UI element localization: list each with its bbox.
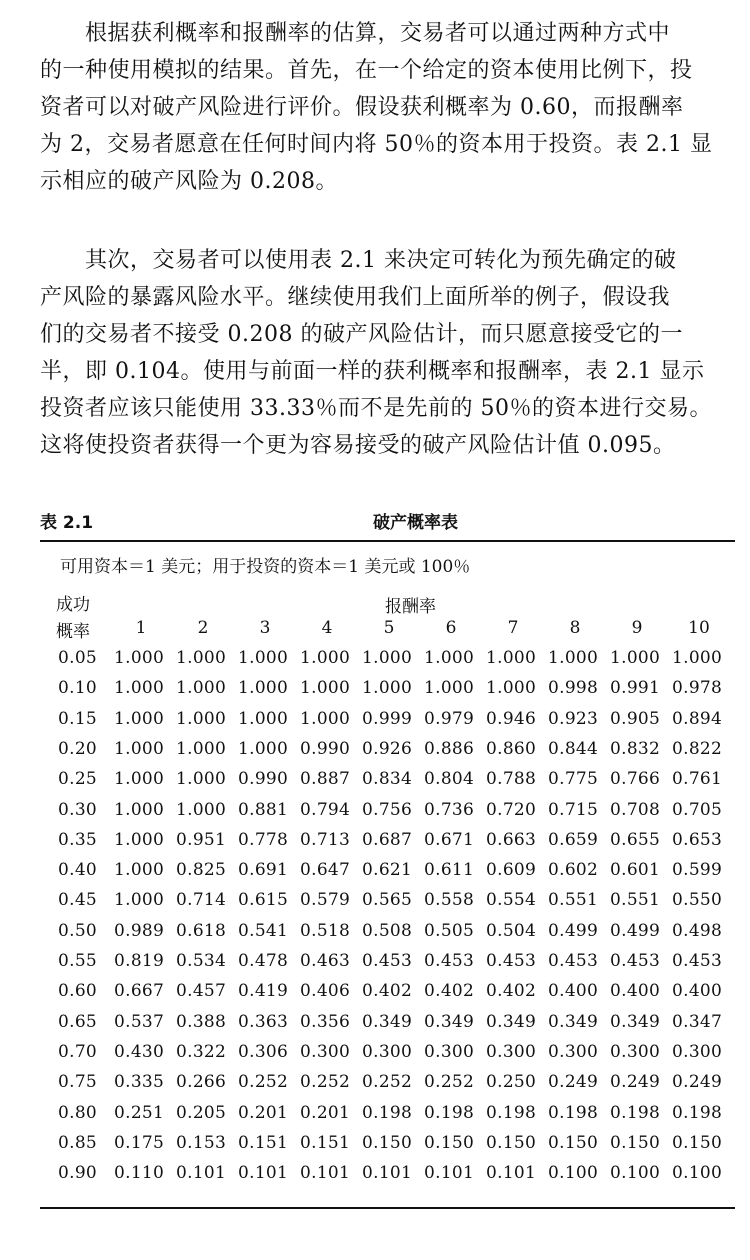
ruin-probability-cell: 1.000 [176, 708, 227, 729]
column-header: 5 [383, 618, 395, 638]
paragraph-line: 产风险的暴露风险水平。继续使用我们上面所举的例子，假设我 [40, 285, 671, 310]
ruin-probability-cell: 0.991 [610, 678, 661, 699]
column-header: 8 [569, 618, 581, 638]
ruin-probability-cell: 0.100 [672, 1163, 723, 1184]
ruin-probability-cell: 0.601 [610, 860, 661, 881]
ruin-probability-cell: 0.579 [300, 890, 351, 911]
ruin-probability-cell: 0.101 [300, 1163, 351, 1184]
ruin-probability-cell: 0.300 [424, 1041, 475, 1062]
paragraph-line: 投资者应该只能使用 33.33％而不是先前的 50％的资本进行交易。 [40, 396, 712, 421]
success-probability-cell: 0.85 [58, 1132, 98, 1153]
table-number: 表 2.1 [40, 513, 94, 533]
ruin-probability-cell: 0.198 [486, 1102, 537, 1123]
ruin-probability-cell: 1.000 [486, 648, 537, 668]
ruin-probability-cell: 0.457 [176, 981, 227, 1002]
success-probability-cell: 0.25 [58, 769, 98, 790]
ruin-probability-cell: 0.205 [176, 1102, 227, 1123]
ruin-probability-cell: 0.518 [300, 920, 351, 941]
ruin-probability-cell: 0.554 [486, 890, 537, 911]
ruin-probability-cell: 0.300 [548, 1041, 599, 1062]
table-caption [40, 508, 720, 538]
table-bottom-rule [40, 1207, 735, 1209]
paragraph-line: 这将使投资者获得一个更为容易接受的破产风险估计值 0.095。 [40, 433, 676, 458]
ruin-probability-cell: 0.349 [362, 1011, 413, 1032]
ruin-probability-cell: 0.201 [238, 1102, 289, 1123]
ruin-probability-cell: 0.999 [362, 708, 413, 729]
success-probability-cell: 0.30 [58, 799, 98, 820]
ruin-probability-cell: 0.201 [300, 1102, 351, 1123]
ruin-probability-cell: 0.478 [238, 951, 289, 971]
ruin-probability-cell: 0.400 [610, 981, 661, 1002]
ruin-probability-cell: 0.825 [176, 860, 227, 881]
paragraph-1 [40, 15, 720, 200]
ruin-probability-cell: 1.000 [114, 738, 165, 759]
ruin-probability-cell: 0.647 [300, 860, 351, 881]
ruin-probability-cell: 0.356 [300, 1011, 351, 1032]
ruin-probability-cell: 0.926 [362, 738, 413, 759]
ruin-probability-cell: 1.000 [362, 648, 413, 668]
success-probability-cell: 0.05 [58, 648, 98, 668]
ruin-probability-cell: 0.363 [238, 1011, 289, 1032]
ruin-probability-cell: 0.400 [548, 981, 599, 1002]
table-row [50, 1012, 740, 1042]
column-header: 10 [688, 618, 710, 638]
ruin-probability-cell: 0.667 [114, 981, 165, 1002]
ruin-probability-cell: 1.000 [672, 648, 723, 668]
success-probability-cell: 0.50 [58, 920, 98, 941]
ruin-probability-cell: 0.198 [548, 1102, 599, 1123]
ruin-probability-cell: 0.249 [610, 1072, 661, 1093]
ruin-probability-cell: 1.000 [300, 708, 351, 729]
ruin-probability-cell: 0.609 [486, 860, 537, 881]
ruin-probability-cell: 0.705 [672, 799, 723, 820]
table-row [50, 709, 740, 739]
ruin-probability-cell: 0.251 [114, 1102, 165, 1123]
ruin-probability-cell: 0.881 [238, 799, 289, 820]
ruin-probability-cell: 1.000 [238, 678, 289, 699]
success-probability-cell: 0.80 [58, 1102, 98, 1123]
ruin-probability-cell: 0.788 [486, 769, 537, 790]
ruin-probability-cell: 0.453 [486, 951, 537, 971]
table-row [50, 860, 740, 890]
ruin-probability-cell: 0.300 [300, 1041, 351, 1062]
row-header-line: 概率 [56, 622, 90, 642]
ruin-probability-cell: 0.653 [672, 829, 723, 850]
column-header: 6 [445, 618, 457, 638]
ruin-probability-cell: 0.300 [362, 1041, 413, 1062]
paragraph-line: 根据获利概率和报酬率的估算，交易者可以通过两种方式中 [40, 21, 671, 46]
ruin-probability-cell: 0.819 [114, 951, 165, 971]
ruin-probability-cell: 0.822 [672, 738, 723, 759]
ruin-probability-cell: 0.198 [362, 1102, 413, 1123]
ruin-probability-cell: 0.504 [486, 920, 537, 941]
ruin-probability-cell: 0.989 [114, 920, 165, 941]
ruin-probability-cell: 0.150 [424, 1132, 475, 1153]
ruin-probability-cell: 0.551 [610, 890, 661, 911]
ruin-probability-cell: 0.430 [114, 1041, 165, 1062]
table-row [50, 830, 740, 860]
ruin-probability-cell: 0.300 [610, 1041, 661, 1062]
ruin-probability-cell: 0.990 [300, 738, 351, 759]
ruin-probability-cell: 1.000 [114, 769, 165, 790]
column-header: 7 [507, 618, 519, 638]
ruin-probability-cell: 0.349 [610, 1011, 661, 1032]
ruin-probability-cell: 0.979 [424, 708, 475, 729]
ruin-probability-cell: 0.550 [672, 890, 723, 911]
success-probability-cell: 0.15 [58, 708, 98, 729]
column-header: 1 [135, 618, 147, 638]
ruin-probability-cell: 1.000 [114, 678, 165, 699]
ruin-probability-cell: 1.000 [362, 678, 413, 699]
ruin-probability-cell: 1.000 [176, 799, 227, 820]
table-row [50, 800, 740, 830]
column-header: 4 [321, 618, 333, 638]
ruin-probability-cell: 0.508 [362, 920, 413, 941]
ruin-probability-cell: 1.000 [176, 738, 227, 759]
column-group-header: 报酬率 [385, 597, 436, 617]
ruin-probability-cell: 1.000 [114, 708, 165, 729]
success-probability-cell: 0.90 [58, 1163, 98, 1184]
table-row [50, 769, 740, 799]
ruin-probability-cell: 0.708 [610, 799, 661, 820]
ruin-probability-cell: 0.860 [486, 738, 537, 759]
paragraph-line: 们的交易者不接受 0.208 的破产风险估计，而只愿意接受它的一 [40, 322, 683, 347]
ruin-probability-cell: 0.406 [300, 981, 351, 1002]
ruin-probability-cell: 1.000 [114, 799, 165, 820]
ruin-probability-cell: 0.249 [672, 1072, 723, 1093]
ruin-probability-cell: 0.453 [424, 951, 475, 971]
ruin-probability-cell: 0.151 [300, 1132, 351, 1153]
ruin-probability-cell: 0.804 [424, 769, 475, 790]
ruin-probability-cell: 0.923 [548, 708, 599, 729]
ruin-probability-cell: 0.101 [424, 1163, 475, 1184]
paragraph-line: 其次，交易者可以使用表 2.1 来决定可转化为预先确定的破 [40, 248, 677, 273]
ruin-probability-cell: 0.720 [486, 799, 537, 820]
ruin-probability-cell: 0.946 [486, 708, 537, 729]
ruin-probability-cell: 1.000 [300, 648, 351, 668]
column-header: 9 [631, 618, 643, 638]
ruin-probability-cell: 1.000 [114, 860, 165, 881]
ruin-probability-cell: 0.252 [238, 1072, 289, 1093]
ruin-probability-cell: 0.335 [114, 1072, 165, 1093]
ruin-probability-cell: 0.266 [176, 1072, 227, 1093]
ruin-probability-cell: 0.198 [424, 1102, 475, 1123]
ruin-probability-cell: 0.349 [486, 1011, 537, 1032]
ruin-probability-cell: 0.101 [238, 1163, 289, 1184]
ruin-probability-cell: 0.618 [176, 920, 227, 941]
ruin-probability-cell: 0.150 [610, 1132, 661, 1153]
ruin-probability-cell: 0.505 [424, 920, 475, 941]
success-probability-cell: 0.55 [58, 951, 98, 971]
ruin-probability-cell: 0.499 [610, 920, 661, 941]
ruin-probability-cell: 0.499 [548, 920, 599, 941]
column-header: 2 [197, 618, 209, 638]
ruin-probability-cell: 0.655 [610, 829, 661, 850]
success-probability-cell: 0.65 [58, 1011, 98, 1032]
ruin-probability-cell: 1.000 [114, 829, 165, 850]
ruin-probability-cell: 0.349 [424, 1011, 475, 1032]
table-row [50, 678, 740, 708]
ruin-probability-cell: 0.419 [238, 981, 289, 1002]
ruin-probability-cell: 1.000 [486, 678, 537, 699]
ruin-probability-cell: 0.198 [672, 1102, 723, 1123]
ruin-probability-cell: 0.198 [610, 1102, 661, 1123]
ruin-probability-cell: 0.349 [548, 1011, 599, 1032]
table-row [50, 921, 740, 951]
column-header: 3 [259, 618, 271, 638]
table-title: 破产概率表 [373, 513, 458, 533]
ruin-probability-cell: 0.978 [672, 678, 723, 699]
table-row [50, 1103, 740, 1133]
ruin-probability-cell: 0.252 [362, 1072, 413, 1093]
ruin-probability-cell: 0.713 [300, 829, 351, 850]
ruin-probability-cell: 0.153 [176, 1132, 227, 1153]
ruin-probability-cell: 0.453 [672, 951, 723, 971]
ruin-probability-cell: 1.000 [238, 738, 289, 759]
ruin-probability-cell: 0.887 [300, 769, 351, 790]
ruin-probability-cell: 0.834 [362, 769, 413, 790]
ruin-probability-cell: 0.611 [424, 860, 475, 881]
success-probability-cell: 0.40 [58, 860, 98, 881]
table-row [50, 951, 740, 981]
ruin-probability-cell: 0.714 [176, 890, 227, 911]
ruin-probability-cell: 1.000 [238, 648, 289, 668]
ruin-probability-cell: 0.402 [362, 981, 413, 1002]
paragraph-line: 半，即 0.104。使用与前面一样的获利概率和报酬率，表 2.1 显示 [40, 359, 705, 384]
ruin-probability-cell: 0.998 [548, 678, 599, 699]
ruin-probability-cell: 0.990 [238, 769, 289, 790]
table-row [50, 1133, 740, 1163]
table-row [50, 981, 740, 1011]
table-row [50, 739, 740, 769]
ruin-probability-cell: 0.400 [672, 981, 723, 1002]
ruin-probability-cell: 0.100 [610, 1163, 661, 1184]
ruin-probability-cell: 1.000 [114, 890, 165, 911]
ruin-probability-cell: 0.766 [610, 769, 661, 790]
ruin-probability-cell: 0.322 [176, 1041, 227, 1062]
success-probability-cell: 0.10 [58, 678, 98, 699]
ruin-probability-cell: 0.151 [238, 1132, 289, 1153]
ruin-probability-cell: 0.249 [548, 1072, 599, 1093]
ruin-probability-cell: 1.000 [424, 678, 475, 699]
success-probability-cell: 0.45 [58, 890, 98, 911]
ruin-probability-cell: 0.453 [548, 951, 599, 971]
success-probability-cell: 0.75 [58, 1072, 98, 1093]
ruin-probability-cell: 0.775 [548, 769, 599, 790]
success-probability-cell: 0.20 [58, 738, 98, 759]
ruin-probability-cell: 0.761 [672, 769, 723, 790]
ruin-probability-cell: 0.150 [486, 1132, 537, 1153]
ruin-probability-cell: 0.300 [486, 1041, 537, 1062]
table-row [50, 890, 740, 920]
table-row [50, 1042, 740, 1072]
ruin-probability-cell: 0.663 [486, 829, 537, 850]
ruin-probability-cell: 0.537 [114, 1011, 165, 1032]
table-note: 可用资本＝1 美元；用于投资的资本＝1 美元或 100％ [60, 557, 471, 577]
success-probability-cell: 0.35 [58, 829, 98, 850]
ruin-probability-cell: 1.000 [300, 678, 351, 699]
ruin-probability-cell: 1.000 [176, 678, 227, 699]
ruin-probability-cell: 0.534 [176, 951, 227, 971]
ruin-probability-cell: 1.000 [548, 648, 599, 668]
ruin-probability-cell: 1.000 [610, 648, 661, 668]
ruin-probability-cell: 0.150 [672, 1132, 723, 1153]
ruin-probability-cell: 0.175 [114, 1132, 165, 1153]
ruin-probability-cell: 0.101 [176, 1163, 227, 1184]
ruin-probability-cell: 0.844 [548, 738, 599, 759]
ruin-probability-cell: 0.250 [486, 1072, 537, 1093]
ruin-probability-cell: 0.832 [610, 738, 661, 759]
ruin-probability-cell: 0.794 [300, 799, 351, 820]
ruin-probability-cell: 0.453 [610, 951, 661, 971]
row-header-line: 成功 [56, 595, 90, 615]
ruin-probability-cell: 1.000 [176, 648, 227, 668]
ruin-probability-cell: 1.000 [424, 648, 475, 668]
ruin-probability-cell: 0.659 [548, 829, 599, 850]
ruin-probability-cell: 0.347 [672, 1011, 723, 1032]
ruin-probability-cell: 0.101 [486, 1163, 537, 1184]
paragraph-line: 为 2，交易者愿意在任何时间内将 50％的资本用于投资。表 2.1 显 [40, 132, 713, 157]
ruin-probability-cell: 0.110 [114, 1163, 165, 1184]
ruin-probability-cell: 0.150 [548, 1132, 599, 1153]
ruin-probability-cell: 0.388 [176, 1011, 227, 1032]
ruin-probability-cell: 0.615 [238, 890, 289, 911]
ruin-probability-cell: 0.402 [424, 981, 475, 1002]
paragraph-line: 资者可以对破产风险进行评价。假设获利概率为 0.60，而报酬率 [40, 95, 684, 120]
ruin-probability-cell: 1.000 [114, 648, 165, 668]
table-top-rule [40, 540, 735, 542]
ruin-probability-cell: 0.599 [672, 860, 723, 881]
table-row [50, 1163, 740, 1193]
ruin-probability-cell: 0.463 [300, 951, 351, 971]
ruin-probability-cell: 0.886 [424, 738, 475, 759]
ruin-probability-cell: 0.498 [672, 920, 723, 941]
ruin-probability-cell: 0.300 [672, 1041, 723, 1062]
ruin-probability-cell: 0.402 [486, 981, 537, 1002]
success-probability-cell: 0.60 [58, 981, 98, 1002]
ruin-probability-cell: 1.000 [176, 769, 227, 790]
ruin-probability-cell: 0.252 [424, 1072, 475, 1093]
table-row [50, 1072, 740, 1102]
ruin-probability-cell: 0.551 [548, 890, 599, 911]
ruin-probability-cell: 0.778 [238, 829, 289, 850]
ruin-probability-cell: 0.691 [238, 860, 289, 881]
ruin-probability-cell: 0.101 [362, 1163, 413, 1184]
paragraph-line: 的一种使用模拟的结果。首先，在一个给定的资本使用比例下，投 [40, 58, 693, 83]
success-probability-cell: 0.70 [58, 1041, 98, 1062]
ruin-probability-cell: 0.453 [362, 951, 413, 971]
ruin-probability-cell: 0.252 [300, 1072, 351, 1093]
ruin-probability-cell: 0.621 [362, 860, 413, 881]
ruin-probability-cell: 1.000 [238, 708, 289, 729]
ruin-probability-cell: 0.894 [672, 708, 723, 729]
ruin-probability-cell: 0.736 [424, 799, 475, 820]
ruin-probability-cell: 0.565 [362, 890, 413, 911]
ruin-probability-cell: 0.671 [424, 829, 475, 850]
ruin-probability-cell: 0.558 [424, 890, 475, 911]
ruin-probability-cell: 0.602 [548, 860, 599, 881]
ruin-probability-cell: 0.687 [362, 829, 413, 850]
paragraph-line: 示相应的破产风险为 0.208。 [40, 169, 338, 194]
ruin-probability-cell: 0.541 [238, 920, 289, 941]
paragraph-2 [40, 242, 720, 464]
ruin-probability-cell: 0.306 [238, 1041, 289, 1062]
ruin-probability-cell: 0.905 [610, 708, 661, 729]
ruin-probability-cell: 0.100 [548, 1163, 599, 1184]
ruin-probability-cell: 0.150 [362, 1132, 413, 1153]
ruin-probability-cell: 0.951 [176, 829, 227, 850]
table-row [50, 648, 740, 678]
ruin-probability-cell: 0.715 [548, 799, 599, 820]
row-header [56, 592, 90, 646]
ruin-probability-cell: 0.756 [362, 799, 413, 820]
